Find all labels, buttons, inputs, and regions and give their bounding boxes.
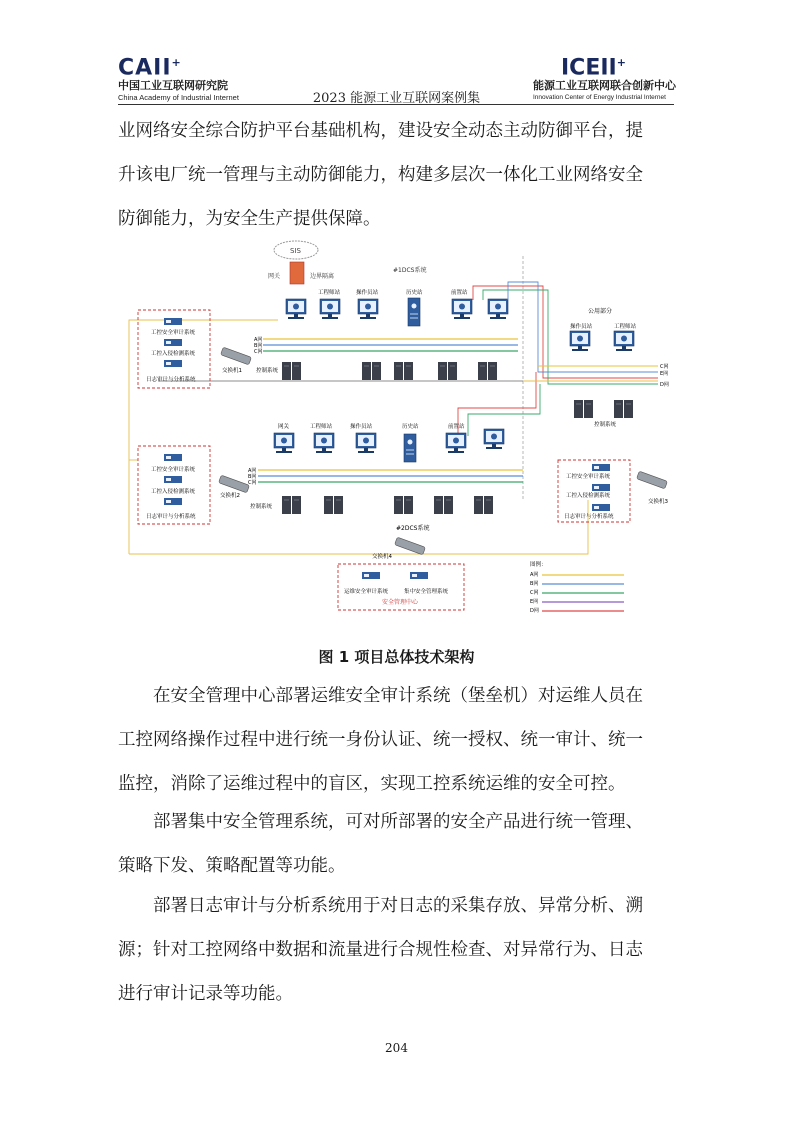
header-divider — [118, 104, 674, 105]
switch-1-icon — [221, 347, 252, 365]
dcs2-controllers — [282, 496, 493, 514]
architecture-diagram — [118, 238, 674, 642]
switch-4-label: 交换机4 — [372, 554, 392, 560]
label-his2: 历史站 — [402, 424, 419, 430]
iceii-logo-mark: ICEII+ — [561, 55, 626, 81]
label-fe1: 前置站 — [451, 290, 468, 296]
text-line: 防御能力，为安全生产提供保障。 — [118, 209, 381, 229]
ics-audit-2: 工控安全审计系统 — [151, 467, 196, 473]
security-box-1 — [138, 310, 210, 388]
iceii-logo-en: Innovation Center of Energy Industrial Internet — [533, 94, 666, 102]
central-mgmt-label: 集中安全管理系统 — [404, 589, 449, 595]
net-d-pub-label: D网 — [660, 382, 669, 388]
sis-label: SIS — [290, 247, 301, 255]
dcs1-controllers — [282, 362, 497, 380]
paragraph-log-audit — [118, 884, 674, 1016]
sis-cloud — [274, 241, 318, 259]
iceii-logo — [533, 52, 683, 102]
dcs2-stations — [274, 429, 504, 462]
net-c-label: C网 — [254, 349, 263, 355]
net-a2-label: A网 — [248, 468, 257, 474]
header-title: 2023 能源工业互联网案例集 — [312, 91, 481, 106]
text-line: 业网络安全综合防护平台基础机构，建设安全动态主动防御平台，提 — [118, 121, 643, 141]
text-line: 部署日志审计与分析系统用于对日志的采集存放、异常分析、溯 — [153, 896, 643, 916]
legend-a: A网 — [530, 572, 539, 578]
caii-logo-en: China Academy of Industrial Internet — [118, 93, 239, 103]
label-eng2: 工程师站 — [310, 424, 333, 430]
switch-3-label: 交换机3 — [648, 499, 668, 505]
net-c-pub-label: C网 — [660, 364, 669, 370]
net-b-label: B网 — [254, 343, 263, 349]
text-line: 部署集中安全管理系统，可对所部署的安全产品进行统一管理、 — [153, 812, 643, 832]
paragraph-central-mgmt — [118, 800, 674, 888]
label-eng-pub: 工程师站 — [614, 324, 637, 330]
public-label: 公用部分 — [588, 308, 613, 315]
log-audit-1: 日志审计与分析系统 — [146, 377, 196, 383]
text-line: 工控网络操作过程中进行统一身份认证、统一授权、统一审计、统一 — [118, 730, 643, 750]
ops-audit-label: 运维安全审计系统 — [344, 589, 389, 595]
legend-b: B网 — [530, 581, 539, 587]
label-op-pub: 操作员站 — [570, 324, 593, 330]
net-b2-label: B网 — [248, 474, 257, 480]
legend-title: 图例： — [530, 562, 547, 568]
switch-4-icon — [395, 537, 426, 555]
dcs1-stations — [286, 298, 508, 326]
intrusion-1: 工控入侵检测系统 — [151, 351, 196, 357]
switch-3-icon — [637, 471, 668, 489]
net-e-pub-label: E网 — [660, 371, 669, 377]
switch-2-label: 交换机2 — [220, 493, 240, 499]
caii-logo-mark: CAII+ — [118, 55, 182, 81]
dcs1-label: #1DCS系统 — [393, 267, 427, 274]
security-box-3 — [558, 460, 630, 522]
label-op1: 操作员站 — [356, 290, 379, 296]
label-fe2: 前置站 — [448, 424, 465, 430]
switch-2-icon — [219, 475, 250, 493]
log-audit-3: 日志审计与分析系统 — [564, 514, 614, 520]
intrusion-3: 工控入侵检测系统 — [566, 493, 611, 499]
security-box-2 — [138, 446, 210, 524]
label-op2: 操作员站 — [350, 424, 373, 430]
intro-paragraph — [118, 109, 674, 241]
net-a-label: A网 — [254, 337, 263, 343]
net-c2-label: C网 — [248, 480, 257, 486]
legend-e: E网 — [530, 599, 539, 605]
caii-logo-cn: 中国工业互联网研究院 — [118, 79, 228, 93]
control-system-label-2: 控制系统 — [250, 504, 273, 510]
label-his1: 历史站 — [406, 290, 423, 296]
text-line: 进行审计记录等功能。 — [118, 984, 293, 1004]
iceii-logo-cn: 能源工业互联网联合创新中心 — [533, 79, 676, 93]
control-system-label-1: 控制系统 — [256, 368, 279, 374]
paragraph-bastion — [118, 674, 674, 806]
border-isolation-label: 边界隔离 — [310, 273, 335, 280]
ics-audit-3: 工控安全审计系统 — [566, 474, 611, 480]
sec-center-label: 安全管理中心 — [382, 599, 419, 606]
switch-1-label: 交换机1 — [222, 368, 242, 374]
control-system-label-pub: 控制系统 — [594, 422, 617, 428]
text-line: 策略下发、策略配置等功能。 — [118, 856, 346, 876]
text-line: 源；针对工控网络中数据和流量进行合规性检查、对异常行为、日志 — [118, 940, 643, 960]
gateway-label: 网关 — [268, 273, 281, 280]
intrusion-2: 工控入侵检测系统 — [151, 489, 196, 495]
legend-c: C网 — [530, 590, 539, 596]
security-center-box — [338, 564, 464, 610]
label-gw2: 网关 — [278, 424, 290, 430]
figure-caption: 图 1 项目总体技术架构 — [318, 648, 475, 666]
legend — [530, 560, 624, 614]
log-audit-2: 日志审计与分析系统 — [146, 514, 196, 520]
dcs2-label: #2DCS系统 — [396, 525, 430, 532]
ics-audit-1: 工控安全审计系统 — [151, 330, 196, 336]
page-number: 204 — [385, 1041, 408, 1055]
label-eng1: 工程师站 — [318, 290, 341, 296]
firewall-icon — [290, 262, 304, 284]
text-line: 在安全管理中心部署运维安全审计系统（堡垒机）对运维人员在 — [153, 686, 643, 706]
text-line: 升该电厂统一管理与主动防御能力，构建多层次一体化工业网络安全 — [118, 165, 643, 185]
text-line: 监控，消除了运维过程中的盲区，实现工控系统运维的安全可控。 — [118, 774, 626, 794]
legend-d: D网 — [530, 608, 539, 614]
